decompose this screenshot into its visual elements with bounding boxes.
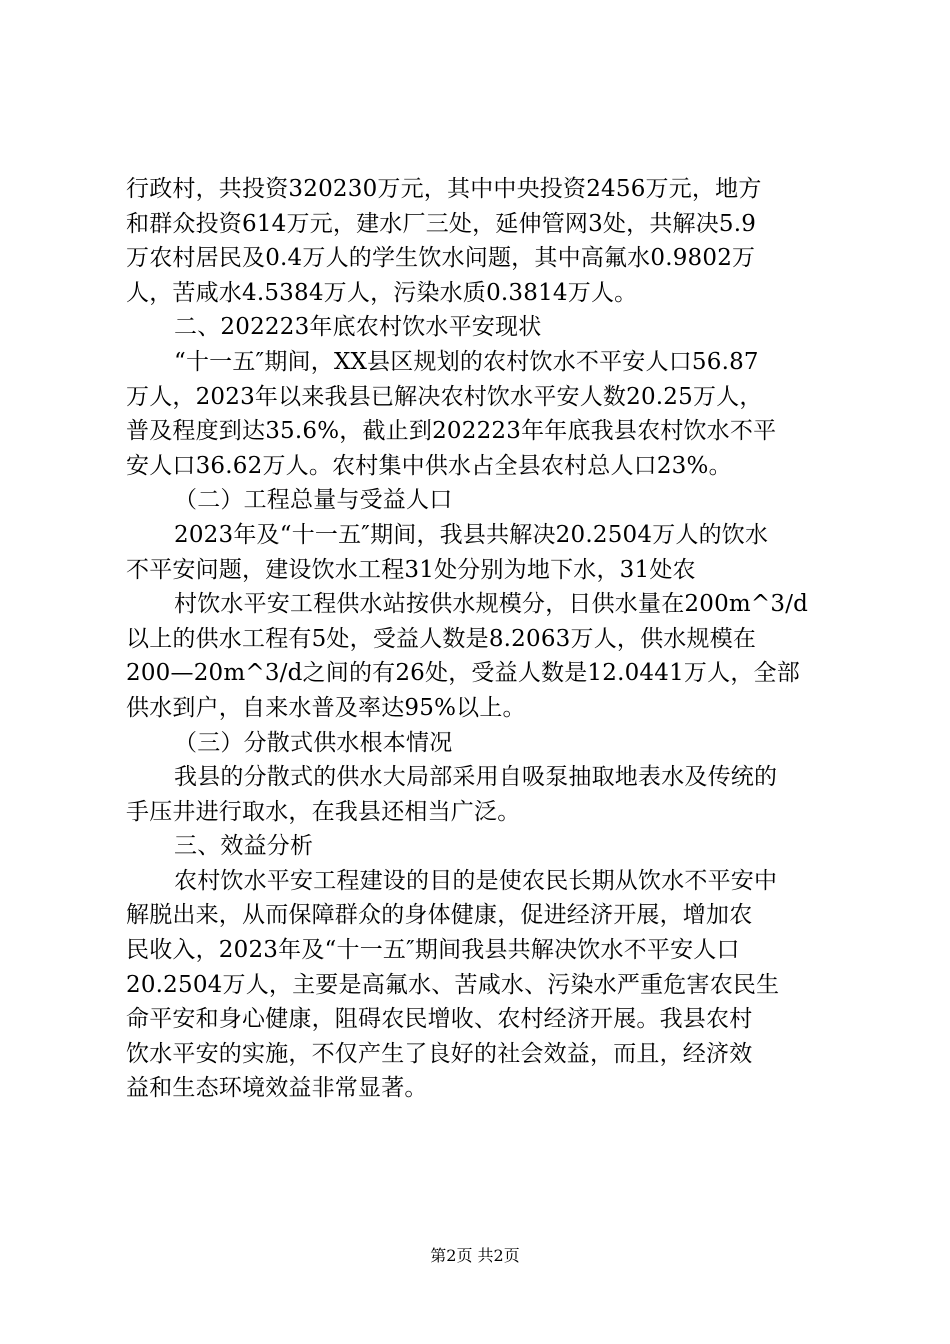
text-line: 益和生态环境效益非常显著。: [126, 1075, 428, 1102]
text-line: 命平安和身心健康，阻碍农民增收、农村经济开展。我县农村: [126, 1006, 753, 1033]
text-line: 二、202223年底农村饮水平安现状: [174, 314, 542, 341]
text-line: 不平安问题，建设饮水工程31处分别为地下水，31处农: [126, 556, 696, 583]
text-line: 2023年及“十一五″期间，我县共解决20.2504万人的饮水: [174, 521, 769, 548]
text-line: 村饮水平安工程供水站按供水规模分，日供水量在200m^3/d: [174, 591, 809, 618]
text-line: “十一五″期间，XX县区规划的农村饮水不平安人口56.87: [174, 348, 759, 375]
text-line: 20.2504万人，主要是高氟水、苦咸水、污染水严重危害农民生: [126, 971, 780, 998]
text-line: 手压井进行取水，在我县还相当广泛。: [126, 798, 521, 825]
text-line: （二）工程总量与受益人口: [174, 487, 453, 514]
text-line: 我县的分散式的供水大局部采用自吸泵抽取地表水及传统的: [174, 764, 778, 791]
text-line: 饮水平安的实施，不仅产生了良好的社会效益，而且，经济效: [126, 1040, 753, 1067]
text-line: 万农村居民及0.4万人的学生饮水问题，其中高氟水0.9802万: [126, 245, 756, 272]
text-line: 农村饮水平安工程建设的目的是使农民长期从饮水不平安中: [174, 867, 778, 894]
text-line: 安人口36.62万人。农村集中供水占全县农村总人口23%。: [126, 452, 732, 479]
text-line: 和群众投资614万元，建水厂三处，延伸管网3处，共解决5.9: [126, 210, 757, 237]
text-line: 200—20m^3/d之间的有26处，受益人数是12.0441万人，全部: [126, 660, 800, 687]
document-body: [126, 172, 836, 1106]
text-line: 以上的供水工程有5处，受益人数是8.2063万人，供水规模在: [126, 625, 757, 652]
text-line: 人，苦咸水4.5384万人，污染水质0.3814万人。: [126, 279, 638, 306]
text-line: （三）分散式供水根本情况: [174, 729, 453, 756]
text-line: 供水到户，自来水普及率达95%以上。: [126, 694, 526, 721]
page-footer: [0, 1243, 950, 1266]
text-line: 解脱出来，从而保障群众的身体健康，促进经济开展，增加农: [126, 902, 753, 929]
page-number-label: 第2页 共2页: [430, 1246, 520, 1265]
text-line: 三、效益分析: [174, 833, 314, 860]
text-line: 普及程度到达35.6%，截止到202223年年底我县农村饮水不平: [126, 418, 777, 445]
text-line: 民收入，2023年及“十一五″期间我县共解决饮水不平安人口: [126, 937, 740, 964]
text-line: 万人，2023年以来我县已解决农村饮水平安人数20.25万人，: [126, 383, 763, 410]
text-line: 行政村，共投资320230万元，其中中央投资2456万元，地方: [126, 176, 762, 202]
